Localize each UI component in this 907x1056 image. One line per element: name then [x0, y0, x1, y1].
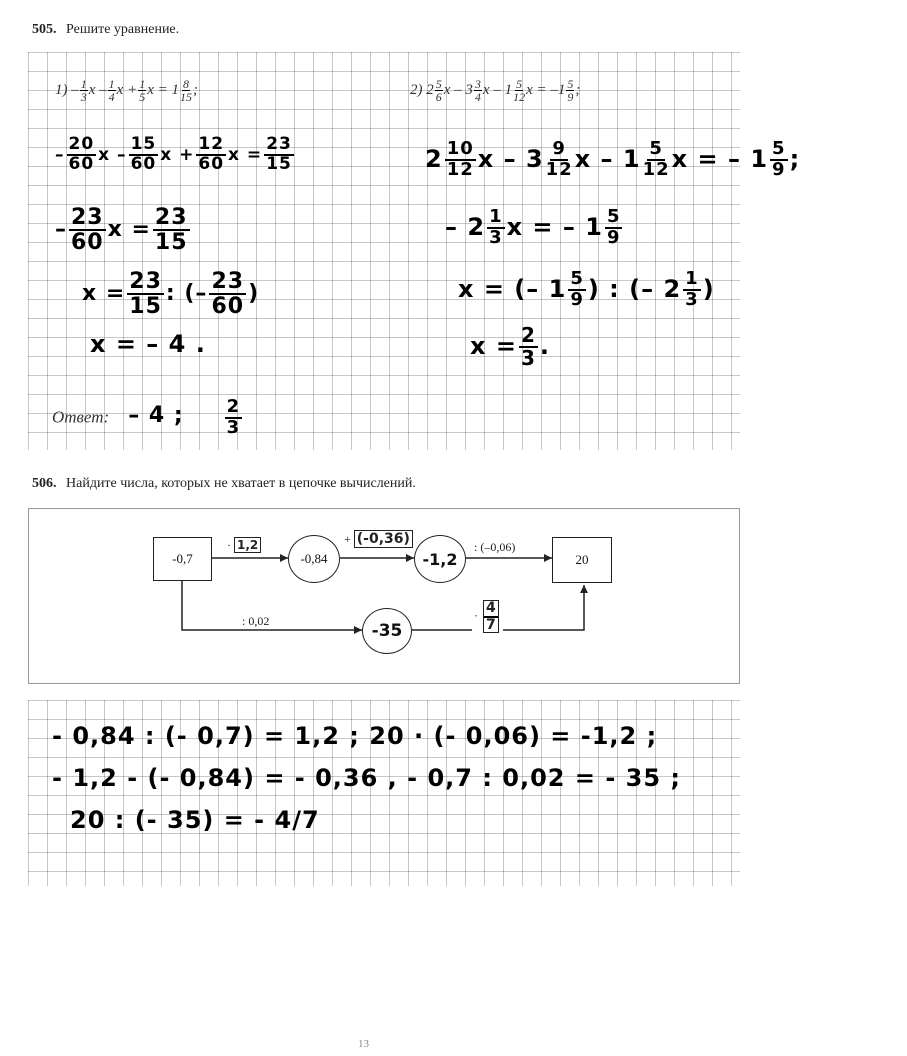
chain-node-2-value: -0,84: [300, 551, 328, 566]
chain-op-5: · $\frac{4}{7}$: [472, 600, 503, 633]
chain-op-2: + (-0,36): [342, 531, 415, 547]
chain-start-value: -0,7: [172, 551, 193, 566]
solution-1-line-3: x = $\frac{23}{15}$ : (– $\frac{23}{60}$ ): [82, 269, 260, 320]
page-number: 13: [358, 1038, 369, 1050]
chain-bottom-node-value: -35: [371, 621, 403, 641]
chain-op-1: · 1,2: [225, 538, 263, 553]
equation-1-label: 1): [55, 81, 68, 98]
chain-op-4: : 0,02: [242, 614, 270, 628]
solution-1-line-1: – $\frac{20}{60}$ x – $\frac{15}{60}$ x + $\frac{12}{60}$ x = $\frac{23}{15}$: [55, 134, 292, 174]
task-506-title: Найдите числа, которых не хватает в цепочке вычислений.: [66, 476, 416, 491]
chain-end-box: [552, 537, 612, 583]
solution-2-line-4: x = $\frac{2}{3}$ .: [470, 323, 550, 370]
task-506-number: 506.: [32, 476, 57, 491]
solution-2-line-3: x = (– 1 $\frac{5}{9}$ ) : (– 2 $\frac{1}{3}$ ): [458, 268, 715, 310]
chain-op-2-value: (-0,36): [354, 530, 413, 548]
task-505-number: 505.: [32, 22, 57, 37]
solution-506-line-2: - 1,2 - (- 0,84) = - 0,36 , - 0,7 : 0,02 = - 35 ;: [52, 764, 681, 792]
solution-506-line-1: - 0,84 : (- 0,7) = 1,2 ; 20 · (- 0,06) = -1,2 ;: [52, 722, 658, 750]
equation-1: 1) – $\frac{1}{3}$ x – $\frac{1}{4}$ x + $\frac{1}{5}$ x = 1 $\frac{8}{15}$ ;: [55, 77, 198, 104]
chain-bottom-node: [362, 608, 412, 654]
solution-2-line-1: 2 $\frac{10}{12}$ x – 3 $\frac{9}{12}$ x – 1 $\frac{5}{12}$ x = – 1 $\frac{5}{9}$ ;: [425, 138, 801, 180]
solution-2-line-2: – 2 $\frac{1}{3}$ x = – 1 $\frac{5}{9}$: [445, 206, 621, 248]
solution-1-line-2: – $\frac{23}{60}$ x = $\frac{23}{15}$: [55, 205, 188, 256]
chain-node-3-value: -1,2: [422, 549, 458, 569]
chain-start-box: [153, 537, 212, 581]
answer-value-1: – 4 ;: [128, 403, 184, 429]
chain-end-value: 20: [575, 552, 589, 567]
solution-506-line-3: 20 : (- 35) = - 4/7: [70, 806, 320, 834]
chain-node-2: [288, 535, 340, 583]
equation-2-label: 2): [410, 81, 423, 98]
chain-node-3: [414, 535, 466, 583]
answer-value-2: $\frac{2}{3}$: [226, 396, 241, 438]
task-505-title: Решите уравнение.: [66, 22, 180, 37]
equation-2: 2) 2 $\frac{5}{6}$ x – 3 $\frac{3}{4}$ x – 1 $\frac{5}{12}$ x = –1 $\frac{5}{9}$ ;: [410, 77, 581, 104]
chain-op-3: : (–0,06): [474, 540, 516, 554]
chain-op-1-value: 1,2: [234, 537, 261, 553]
answer-label: Ответ:: [52, 407, 110, 427]
solution-1-line-4: x = – 4 .: [90, 330, 206, 358]
